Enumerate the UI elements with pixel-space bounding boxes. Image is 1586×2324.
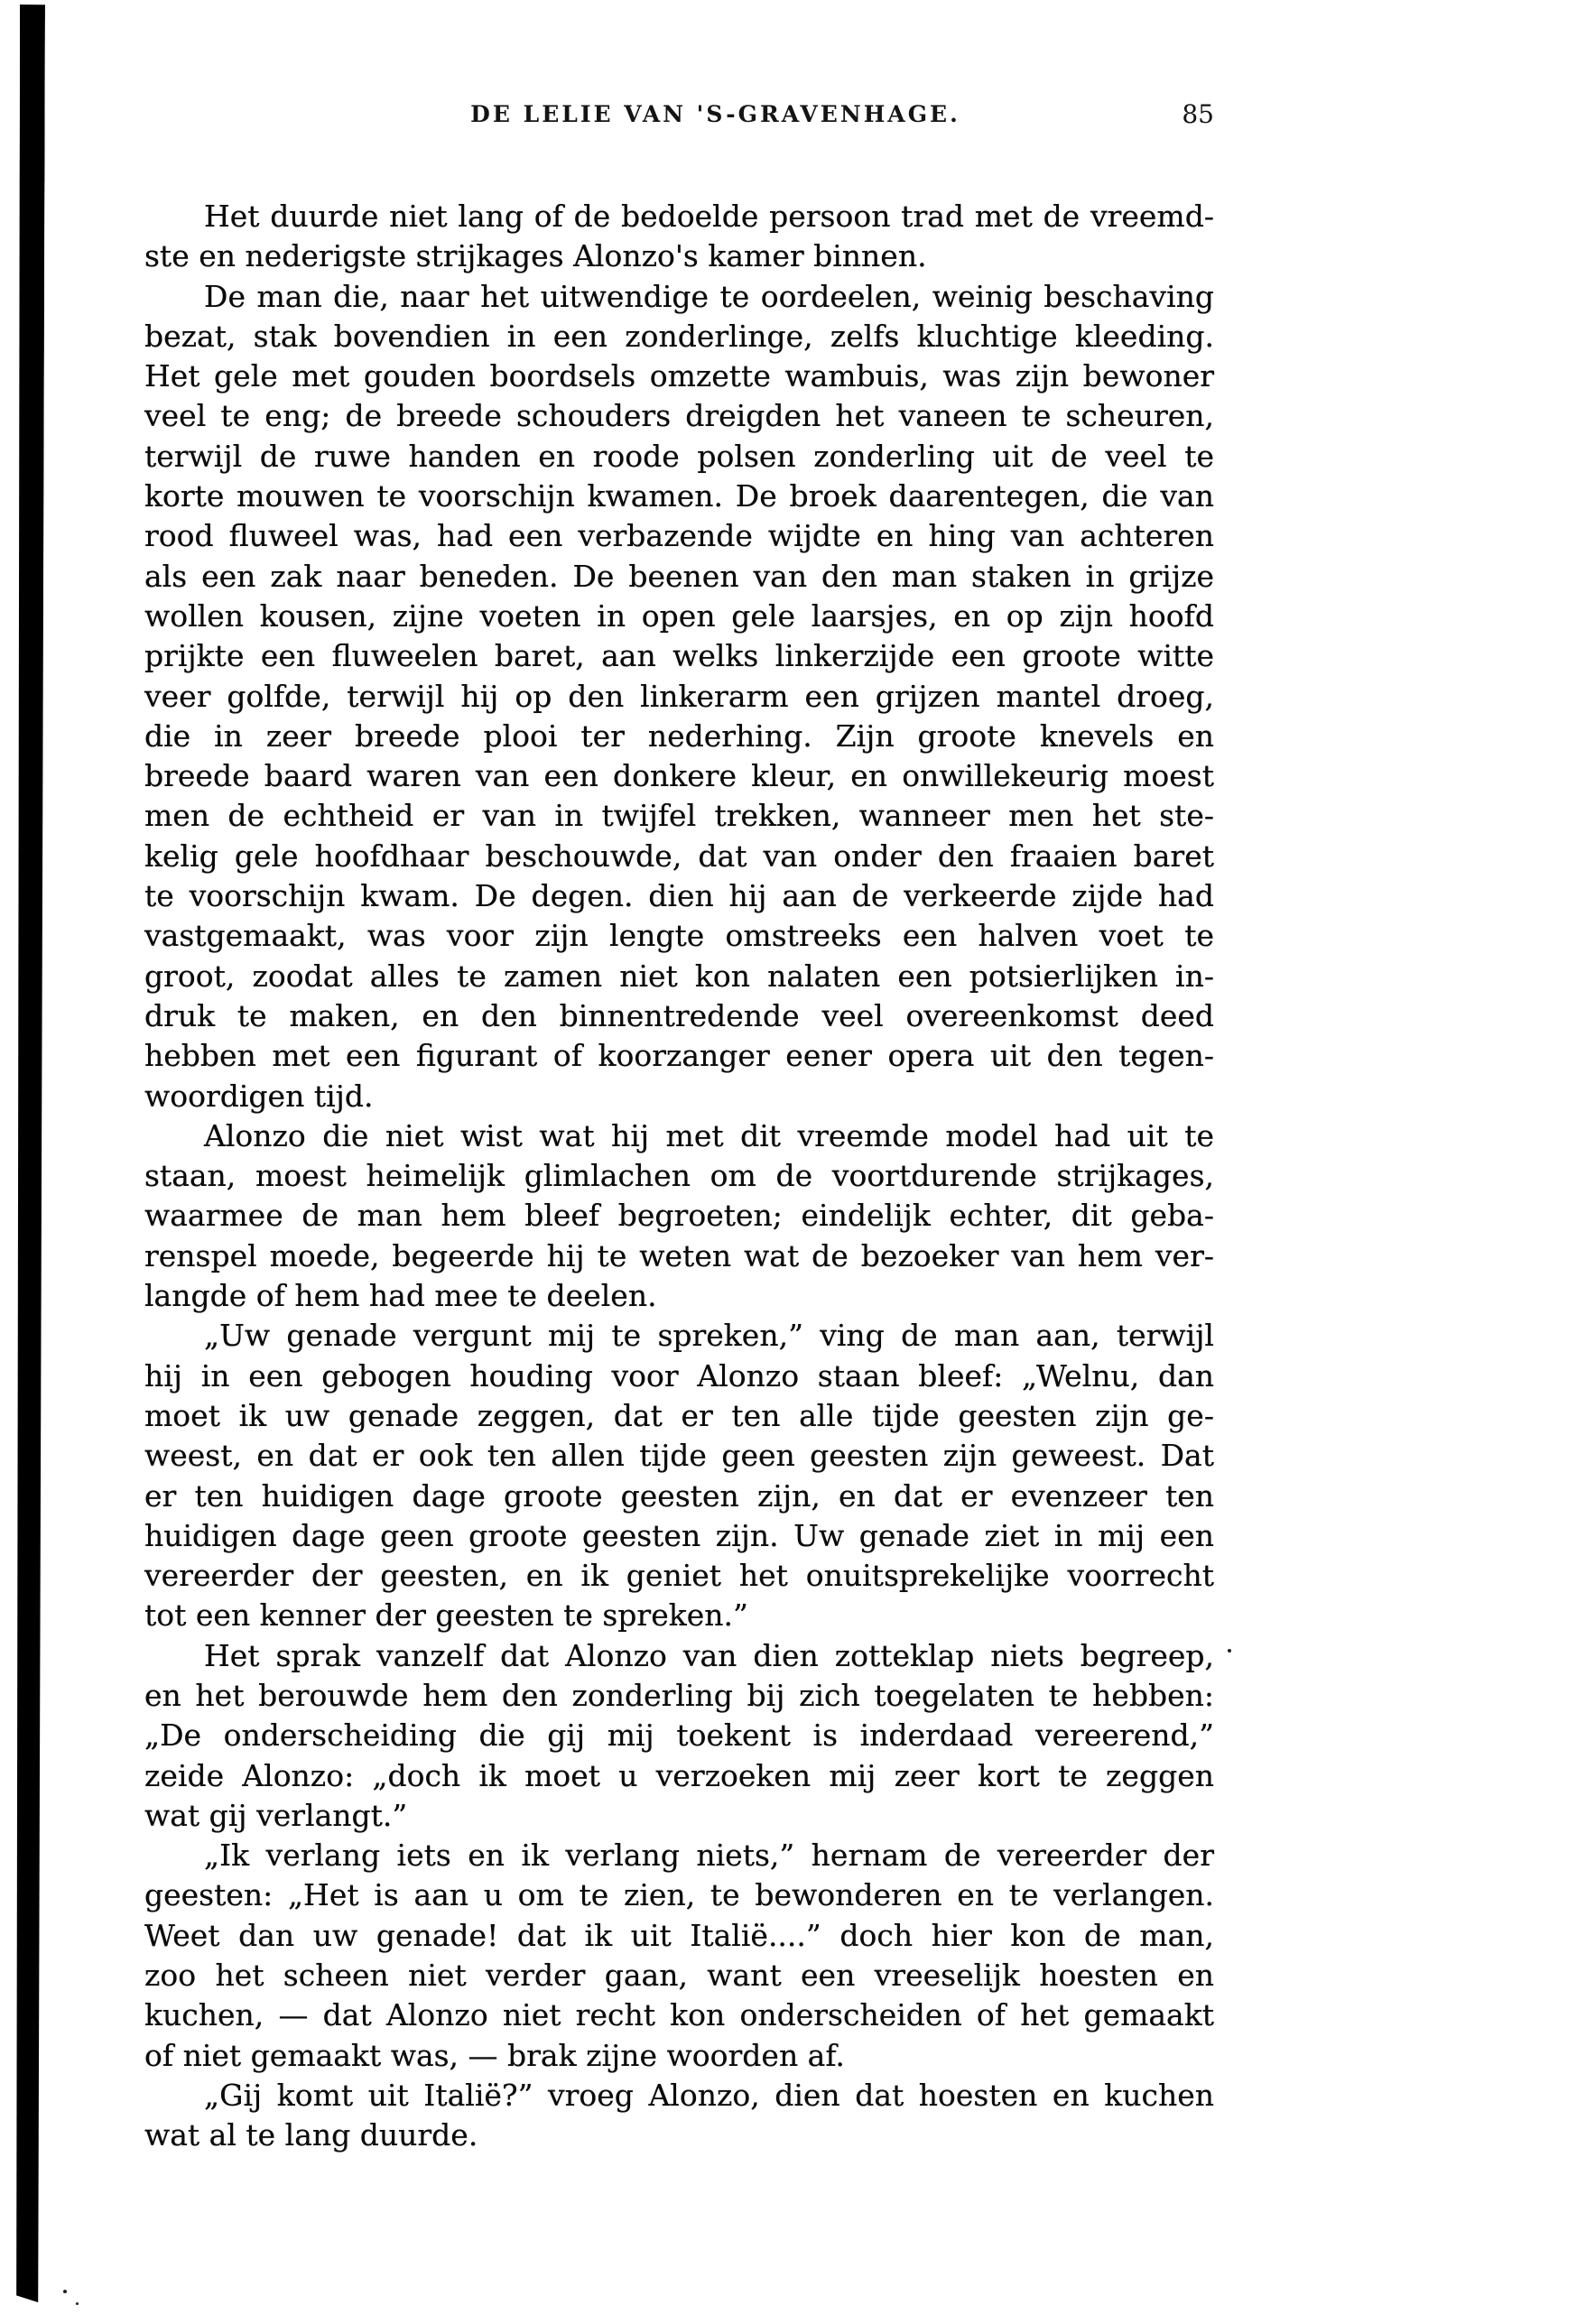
text-line: moet ik uw genade zeggen, dat er ten alle tijde geesten zijn ge- — [144, 1397, 1214, 1433]
page-header — [144, 101, 1214, 137]
scan-speck — [76, 2302, 79, 2305]
page-number: 85 — [1182, 99, 1214, 129]
text-line: prijkte een fluweelen baret, aan welks linkerzijde een groote witte — [144, 638, 1214, 674]
text-line: er ten huidigen dage groote geesten zijn, en dat er evenzeer ten — [144, 1477, 1214, 1514]
text-line: weest, en dat er ook ten allen tijde geen geesten zijn geweest. Dat — [144, 1438, 1214, 1474]
text-line: druk te maken, en den binnentredende veel overeenkomst deed — [144, 997, 1214, 1033]
text-line: vereerder der geesten, en ik geniet het onuitsprekelijke voorrecht — [144, 1558, 1214, 1594]
text-line: breede baard waren van een donkere kleur, en onwillekeurig moest — [144, 758, 1214, 794]
text-line: tot een kenner der geesten te spreken.” — [144, 1597, 748, 1634]
text-line: huidigen dage geen groote geesten zijn. Uw genade ziet in mij een — [144, 1517, 1214, 1553]
text-line: Het sprak vanzelf dat Alonzo van dien zotteklap niets begreep, — [204, 1637, 1214, 1673]
text-line: „Uw genade vergunt mij te spreken,” ving de man aan, terwijl — [204, 1318, 1214, 1354]
paragraph — [144, 2076, 1214, 2156]
paragraph — [144, 277, 1214, 1116]
text-line: groot, zoodat alles te zamen niet kon nalaten een potsierlijken in- — [144, 958, 1214, 994]
text-line: De man die, naar het uitwendige te oordeelen, weinig beschaving — [204, 278, 1214, 314]
text-line: korte mouwen te voorschijn kwamen. De broek daarentegen, die van — [144, 478, 1214, 514]
text-line: te voorschijn kwam. De degen. dien hij aan de verkeerde zijde had — [144, 878, 1214, 914]
body-text — [144, 197, 1214, 2156]
text-line: Alonzo die niet wist wat hij met dit vreemde model had uit te — [204, 1117, 1214, 1153]
text-line: „Ik verlang iets en ik verlang niets,” hernam de vereerder der — [204, 1838, 1214, 1874]
text-line: kelig gele hoofdhaar beschouwde, dat van onder den fraaien baret — [144, 838, 1214, 874]
text-line: wat gij verlangt.” — [144, 1797, 408, 1833]
paragraph — [144, 197, 1214, 277]
text-line: geesten: „Het is aan u om te zien, te bewonderen en te verlangen. — [144, 1877, 1214, 1913]
text-line: zeide Alonzo: „doch ik moet u verzoeken mij zeer kort te zeggen — [144, 1757, 1214, 1793]
text-line: „De onderscheiding die gij mij toekent is inderdaad vereerend,” — [144, 1718, 1214, 1754]
text-line: ste en nederigste strijkages Alonzo's kamer binnen. — [144, 238, 927, 274]
text-line: en het berouwde hem den zonderling bij zich toegelaten te hebben: — [144, 1677, 1214, 1713]
text-line: terwijl de ruwe handen en roode polsen zonderling uit de veel te — [144, 438, 1214, 474]
text-line: vastgemaakt, was voor zijn lengte omstreeks een halven voet te — [144, 918, 1214, 954]
paragraph — [144, 1316, 1214, 1635]
paragraph — [144, 1116, 1214, 1316]
scan-speck — [1228, 1649, 1231, 1653]
text-line: wollen kousen, zijne voeten in open gele laarsjes, en op zijn hoofd — [144, 597, 1214, 634]
text-line: hebben met een figurant of koorzanger eener opera uit den tegen- — [144, 1038, 1214, 1074]
text-line: „Gij komt uit Italië?” vroeg Alonzo, dien dat hoesten en kuchen — [204, 2077, 1214, 2113]
running-title: DE LELIE VAN 'S-GRAVENHAGE. — [470, 101, 960, 127]
text-line: staan, moest heimelijk glimlachen om de voortdurende strijkages, — [144, 1158, 1214, 1194]
text-line: waarmee de man hem bleef begroeten; eindelijk echter, dit geba- — [144, 1198, 1214, 1234]
text-line: langde of hem had mee te deelen. — [144, 1278, 657, 1314]
text-line: als een zak naar beneden. De beenen van den man staken in grijze — [144, 558, 1214, 594]
text-line: kuchen, — dat Alonzo niet recht kon onderscheiden of het gemaakt — [144, 1997, 1214, 2033]
paragraph — [144, 1836, 1214, 2076]
text-line: Het duurde niet lang of de bedoelde persoon trad met de vreemd- — [204, 199, 1214, 234]
scan-speck — [63, 2290, 67, 2293]
text-line: die in zeer breede plooi ter nederhing. Zijn groote knevels en — [144, 718, 1214, 754]
paragraph — [144, 1636, 1214, 1836]
text-line: renspel moede, begeerde hij te weten wat de bezoeker van hem ver- — [144, 1237, 1214, 1273]
text-line: woordigen tijd. — [144, 1078, 374, 1114]
text-line: men de echtheid er van in twijfel trekken, wanneer men het ste- — [144, 798, 1214, 834]
text-line: of niet gemaakt was, — brak zijne woorden af. — [144, 2037, 845, 2073]
text-line: zoo het scheen niet verder gaan, want een vreeselijk hoesten en — [144, 1958, 1214, 1994]
text-line: bezat, stak bovendien in een zonderlinge, zelfs kluchtige kleeding. — [144, 318, 1214, 354]
binding-shadow — [14, 5, 45, 2302]
text-line: Weet dan uw genade! dat ik uit Italië....” doch hier kon de man, — [144, 1917, 1214, 1953]
text-line: veel te eng; de breede schouders dreigden het vaneen te scheuren, — [144, 398, 1214, 434]
text-line: veer golfde, terwijl hij op den linkerarm een grijzen mantel droeg, — [144, 678, 1214, 714]
text-line: Het gele met gouden boordsels omzette wambuis, was zijn bewoner — [144, 358, 1214, 394]
text-line: wat al te lang duurde. — [144, 2117, 478, 2153]
text-line: hij in een gebogen houding voor Alonzo staan bleef: „Welnu, dan — [144, 1357, 1214, 1393]
text-line: rood fluweel was, had een verbazende wijdte en hing van achteren — [144, 518, 1214, 554]
